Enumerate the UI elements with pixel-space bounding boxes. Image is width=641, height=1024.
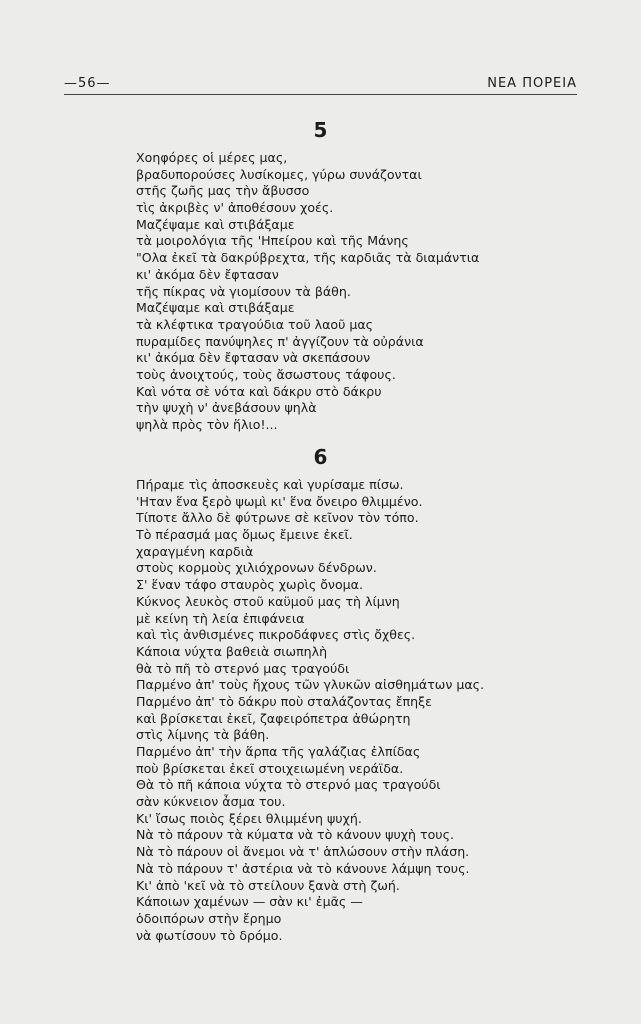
poem-line: στὶς λίμνης τὰ βάθη.: [136, 727, 270, 743]
poem-line: τὴν ψυχὴ ν' ἀνεβάσουν ψηλὰ: [136, 400, 317, 416]
poem-line: ψηλὰ πρὸς τὸν ἥλιο!...: [136, 417, 278, 432]
poem-line: κι' ἀκόμα δὲν ἔφτασαν: [136, 266, 279, 282]
poem-line: μὲ κείνη τὴ λεία ἐπιφάνεια: [136, 610, 305, 626]
poem-line: Παρμένο ἀπ' τὴν ἅρπα τῆς γαλάζιας ἐλπίδας: [136, 744, 421, 759]
poem-line: 'Ηταν ἕνα ξερὸ ψωμὶ κι' ἕνα ὄνειρο θλιμμένο.: [136, 493, 423, 509]
poem-line: Κι' ἴσως ποιὸς ξέρει θλιμμένη ψυχή.: [136, 810, 362, 826]
section-number: 5: [313, 118, 328, 142]
poem-line: στῆς ζωῆς μας τὴν ἄβυσσο: [136, 183, 310, 199]
poem-line: Σ' ἕναν τάφο σταυρὸς χωρὶς ὄνομα.: [136, 577, 363, 593]
poem-line: τοὺς ἀνοιχτούς, τοὺς ἄσωστους τάφους.: [136, 366, 396, 382]
header-rule: [64, 94, 577, 95]
poem-line: Κάποιων χαμένων — σὰν κι' ἐμᾶς —: [136, 894, 363, 910]
poem-line: χαραγμένη καρδιὰ: [136, 543, 254, 559]
poem-line: Τίποτε ἄλλο δὲ φύτρωνε σὲ κεῖνον τὸν τόπο.: [136, 510, 419, 526]
poem-line: Νὰ τὸ πάρουν οἱ ἄνεμοι νὰ τ' ἁπλώσουν στὴν πλάση.: [136, 844, 470, 860]
poem-line: νὰ φωτίσουν τὸ δρόμο.: [136, 927, 283, 943]
page-number: —56—: [64, 76, 111, 91]
poem-line: στοὺς κορμοὺς χιλιόχρονων δένδρων.: [136, 560, 377, 576]
poem-section-6: [136, 477, 596, 944]
poem-line: καὶ τὶς ἀνθισμένες πικροδάφνες στὶς ὄχθες.: [136, 627, 416, 643]
poem-line: Τὸ πέρασμά μας ὅμως ἔμεινε ἐκεῖ.: [136, 527, 353, 543]
poem-line: τῆς πίκρας νὰ γιομίσουν τὰ βάθη.: [136, 283, 351, 299]
poem-line: Νὰ τὸ πάρουν τ' ἀστέρια νὰ τὸ κάνουνε λάμψη τους.: [136, 860, 470, 876]
poem-line: "Ολα ἐκεῖ τὰ δακρύβρεχτα, τῆς καρδιᾶς τὰ διαμάντια: [136, 250, 480, 266]
poem-line: ὁδοιπόρων στὴν ἔρημο: [136, 910, 282, 926]
poem-line: σὰν κύκνειον ἆσμα του.: [136, 794, 286, 810]
page-header: [64, 72, 577, 96]
poem-line: Μαζέψαμε καὶ στιβάξαμε: [136, 216, 295, 232]
poem-line: τὶς ἀκριβὲς ν' ἀποθέσουν χοές.: [136, 200, 334, 216]
poem-line: Κάποια νύχτα βαθειὰ σιωπηλὴ: [136, 643, 328, 659]
poem-line: τὰ μοιρολόγια τῆς 'Ηπείρου καὶ τῆς Μάνης: [136, 233, 409, 249]
running-title: ΝΕΑ ΠΟΡΕΙΑ: [487, 76, 577, 91]
poem-line: ποὺ βρίσκεται ἐκεῖ στοιχειωμένη νεράϊδα.: [136, 760, 404, 776]
poem-line: Παρμένο ἀπ' τὸ δάκρυ ποὺ σταλάζοντας ἔπηξε: [136, 693, 432, 709]
section-number: 6: [313, 445, 328, 469]
poem-line: Κύκνος λευκὸς στοῦ καϋμοῦ μας τὴ λίμνη: [136, 593, 400, 609]
poem-line: τὰ κλέφτικα τραγούδια τοῦ λαοῦ μας: [136, 316, 374, 332]
poem-line: Νὰ τὸ πάρουν τὰ κύματα νὰ τὸ κάνουν ψυχὴ τους.: [136, 827, 454, 843]
poem-line: καὶ βρίσκεται ἐκεῖ, ζαφειρόπετρα ἀθώρητη: [136, 710, 411, 726]
poem-line: Μαζέψαμε καὶ στιβάξαμε: [136, 300, 295, 316]
poem-line: Κι' ἀπὸ 'κεῖ νὰ τὸ στείλουν ξανὰ στὴ ζωή.: [136, 877, 400, 893]
poem-line: Χοηφόρες οἱ μέρες μας,: [136, 150, 288, 165]
poem-line: θὰ τὸ πῆ τὸ στερνό μας τραγούδι: [136, 660, 350, 676]
poem-line: Παρμένο ἀπ' τοὺς ἤχους τῶν γλυκῶν αἰσθημάτων μας.: [136, 677, 485, 693]
poem-line: Θὰ τὸ πῆ κάποια νύχτα τὸ στερνό μας τραγούδι: [136, 777, 441, 793]
poem-line: πυραμίδες πανύψηλες π' ἀγγίζουν τὰ οὐράνια: [136, 333, 424, 349]
poem-line: βραδυπορούσες λυσίκομες, γύρω συνάζονται: [136, 166, 422, 182]
poem-section-5: [136, 150, 596, 434]
poem-line: Καὶ νότα σὲ νότα καὶ δάκρυ στὸ δάκρυ: [136, 383, 382, 399]
poem-line: Πήραμε τὶς ἀποσκευὲς καὶ γυρίσαμε πίσω.: [136, 477, 404, 492]
poem-line: κι' ἀκόμα δὲν ἔφτασαν νὰ σκεπάσουν: [136, 350, 371, 366]
